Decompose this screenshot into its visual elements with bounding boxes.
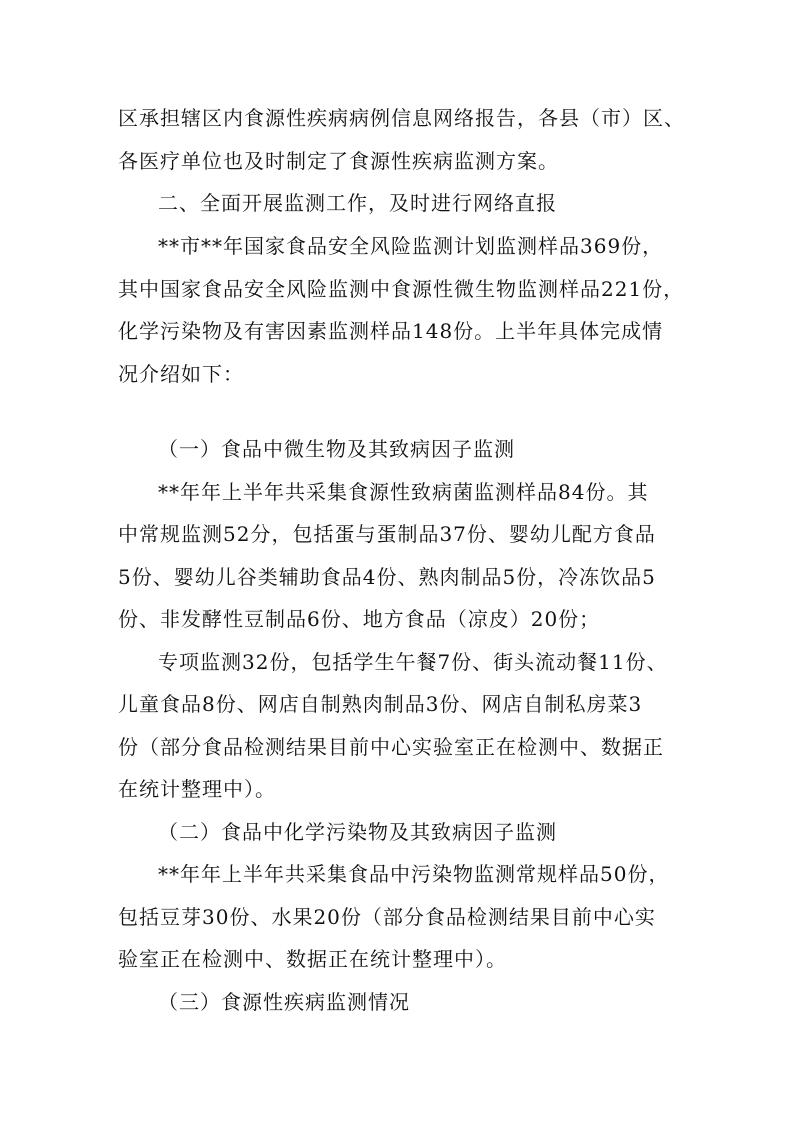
body-text-line: 各医疗单位也及时制定了食源性疾病监测方案。 [118, 149, 559, 173]
body-text-line: 包括豆芽30份、水果20份（部分食品检测结果目前中心实 [118, 905, 656, 929]
body-text-line: **年年上半年共采集食源性致病菌监测样品84份。其 [158, 480, 649, 504]
body-text-line: 份（部分食品检测结果目前中心实验室正在检测中、数据正 [118, 735, 664, 759]
body-text-line: 5份、婴幼儿谷类辅助食品4份、熟肉制品5份，冷冻饮品5 [118, 565, 656, 589]
subsection-heading: （三）食源性疾病监测情况 [158, 990, 410, 1014]
body-text-line: 况介绍如下： [118, 362, 244, 386]
body-text-line: 区承担辖区内食源性疾病病例信息网络报告，各县（市）区、 [118, 106, 685, 130]
body-text-line: 专项监测32份，包括学生午餐7份、街头流动餐11份、 [158, 650, 668, 674]
body-text-line: 在统计整理中）。 [118, 777, 276, 801]
section-heading: 二、全面开展监测工作，及时进行网络直报 [158, 191, 557, 215]
body-text-line: 份、非发酵性豆制品6份、地方食品（凉皮）20份； [118, 607, 601, 631]
body-text-line: 其中国家食品安全风险监测中食源性微生物监测样品221份， [118, 277, 685, 301]
body-text-line: 验室正在检测中、数据正在统计整理中）。 [118, 947, 507, 971]
body-text-line: 化学污染物及有害因素监测样品148份。上半年具体完成情 [118, 319, 664, 343]
body-text-line: **年年上半年共采集食品中污染物监测常规样品50份， [158, 862, 670, 886]
body-text-line: **市**年国家食品安全风险监测计划监测样品369份， [158, 234, 664, 258]
subsection-heading: （一）食品中微生物及其致病因子监测 [158, 437, 515, 461]
body-text-line: 中常规监测52分，包括蛋与蛋制品37份、婴幼儿配方食品 [118, 522, 656, 546]
subsection-heading: （二）食品中化学污染物及其致病因子监测 [158, 820, 557, 844]
body-text-line: 儿童食品8份、网店自制熟肉制品3份、网店自制私房菜3 [118, 692, 643, 716]
